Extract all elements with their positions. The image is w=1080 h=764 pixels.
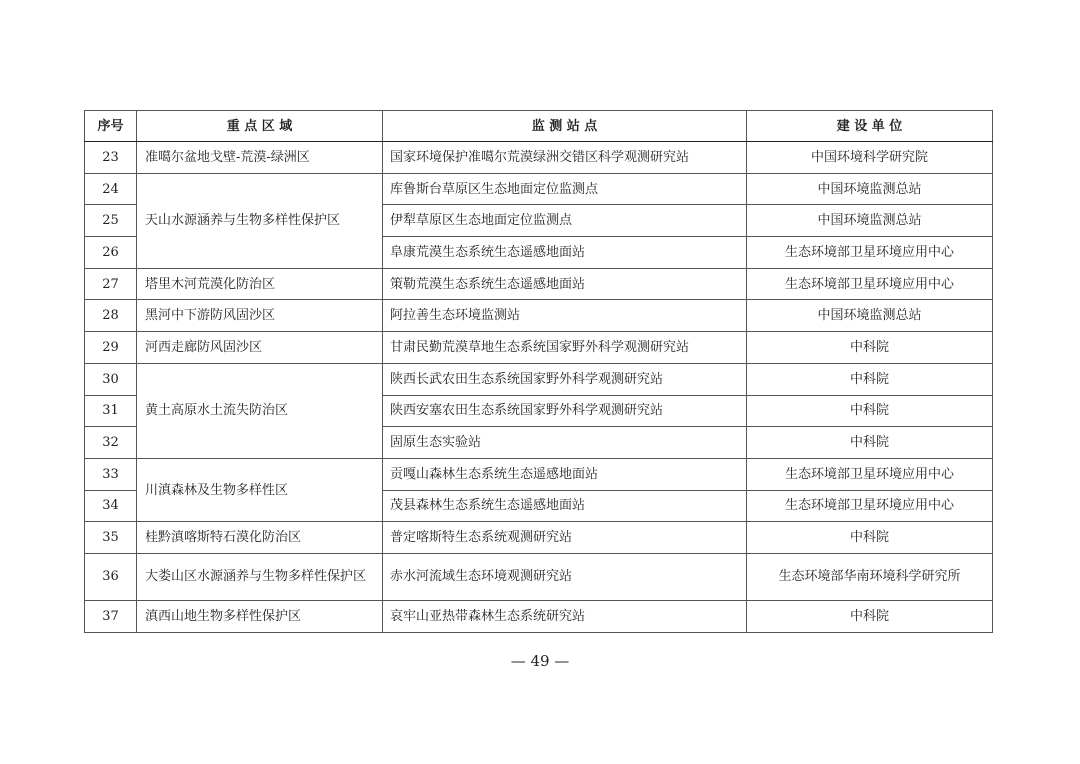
table-row bbox=[85, 522, 993, 554]
row-region: 天山水源涵养与生物多样性保护区 bbox=[137, 173, 383, 268]
table-row bbox=[85, 458, 993, 490]
row-number: 32 bbox=[85, 427, 137, 459]
row-number: 24 bbox=[85, 173, 137, 205]
row-number: 27 bbox=[85, 268, 137, 300]
row-region: 桂黔滇喀斯特石漠化防治区 bbox=[137, 522, 383, 554]
row-unit: 中国环境科学研究院 bbox=[747, 142, 993, 174]
row-unit: 中科院 bbox=[747, 332, 993, 364]
row-station: 库鲁斯台草原区生态地面定位监测点 bbox=[383, 173, 747, 205]
row-region: 黄土高原水土流失防治区 bbox=[137, 363, 383, 458]
row-region: 塔里木河荒漠化防治区 bbox=[137, 268, 383, 300]
station-table bbox=[84, 110, 993, 633]
table-header-row bbox=[85, 111, 993, 142]
table-row bbox=[85, 300, 993, 332]
row-number: 36 bbox=[85, 553, 137, 600]
header-station: 监 测 站 点 bbox=[383, 111, 747, 142]
row-unit: 中科院 bbox=[747, 600, 993, 632]
row-station: 伊犁草原区生态地面定位监测点 bbox=[383, 205, 747, 237]
row-unit: 中科院 bbox=[747, 427, 993, 459]
row-region: 大娄山区水源涵养与生物多样性保护区 bbox=[137, 553, 383, 600]
table-row bbox=[85, 553, 993, 600]
row-station: 赤水河流域生态环境观测研究站 bbox=[383, 553, 747, 600]
row-station: 贡嘎山森林生态系统生态遥感地面站 bbox=[383, 458, 747, 490]
row-region: 准噶尔盆地戈壁-荒漠-绿洲区 bbox=[137, 142, 383, 174]
row-region: 黑河中下游防风固沙区 bbox=[137, 300, 383, 332]
row-station: 阿拉善生态环境监测站 bbox=[383, 300, 747, 332]
header-region: 重 点 区 域 bbox=[137, 111, 383, 142]
row-unit: 生态环境部卫星环境应用中心 bbox=[747, 458, 993, 490]
row-number: 28 bbox=[85, 300, 137, 332]
row-station: 阜康荒漠生态系统生态遥感地面站 bbox=[383, 237, 747, 269]
row-number: 25 bbox=[85, 205, 137, 237]
row-unit: 中科院 bbox=[747, 395, 993, 427]
table-row bbox=[85, 142, 993, 174]
row-number: 29 bbox=[85, 332, 137, 364]
row-station: 茂县森林生态系统生态遥感地面站 bbox=[383, 490, 747, 522]
row-unit: 中国环境监测总站 bbox=[747, 205, 993, 237]
row-unit: 中国环境监测总站 bbox=[747, 173, 993, 205]
row-region: 河西走廊防风固沙区 bbox=[137, 332, 383, 364]
table-row bbox=[85, 600, 993, 632]
row-station: 固原生态实验站 bbox=[383, 427, 747, 459]
row-number: 35 bbox=[85, 522, 137, 554]
row-number: 26 bbox=[85, 237, 137, 269]
row-number: 30 bbox=[85, 363, 137, 395]
table-row bbox=[85, 332, 993, 364]
row-station: 甘肃民勤荒漠草地生态系统国家野外科学观测研究站 bbox=[383, 332, 747, 364]
row-region: 川滇森林及生物多样性区 bbox=[137, 458, 383, 521]
row-unit: 生态环境部卫星环境应用中心 bbox=[747, 268, 993, 300]
table-row bbox=[85, 268, 993, 300]
row-station: 国家环境保护准噶尔荒漠绿洲交错区科学观测研究站 bbox=[383, 142, 747, 174]
row-unit: 生态环境部卫星环境应用中心 bbox=[747, 490, 993, 522]
row-number: 31 bbox=[85, 395, 137, 427]
row-number: 23 bbox=[85, 142, 137, 174]
header-number: 序号 bbox=[85, 111, 137, 142]
row-number: 33 bbox=[85, 458, 137, 490]
row-number: 34 bbox=[85, 490, 137, 522]
row-unit: 中国环境监测总站 bbox=[747, 300, 993, 332]
row-station: 策勒荒漠生态系统生态遥感地面站 bbox=[383, 268, 747, 300]
row-station: 普定喀斯特生态系统观测研究站 bbox=[383, 522, 747, 554]
row-unit: 生态环境部卫星环境应用中心 bbox=[747, 237, 993, 269]
row-unit: 中科院 bbox=[747, 363, 993, 395]
row-station: 哀牢山亚热带森林生态系统研究站 bbox=[383, 600, 747, 632]
row-station: 陕西长武农田生态系统国家野外科学观测研究站 bbox=[383, 363, 747, 395]
row-region: 滇西山地生物多样性保护区 bbox=[137, 600, 383, 632]
page-number: — 49 — bbox=[510, 652, 570, 670]
row-unit: 生态环境部华南环境科学研究所 bbox=[747, 553, 993, 600]
row-number: 37 bbox=[85, 600, 137, 632]
table-row bbox=[85, 173, 993, 205]
row-unit: 中科院 bbox=[747, 522, 993, 554]
row-station: 陕西安塞农田生态系统国家野外科学观测研究站 bbox=[383, 395, 747, 427]
header-unit: 建 设 单 位 bbox=[747, 111, 993, 142]
table-row bbox=[85, 363, 993, 395]
